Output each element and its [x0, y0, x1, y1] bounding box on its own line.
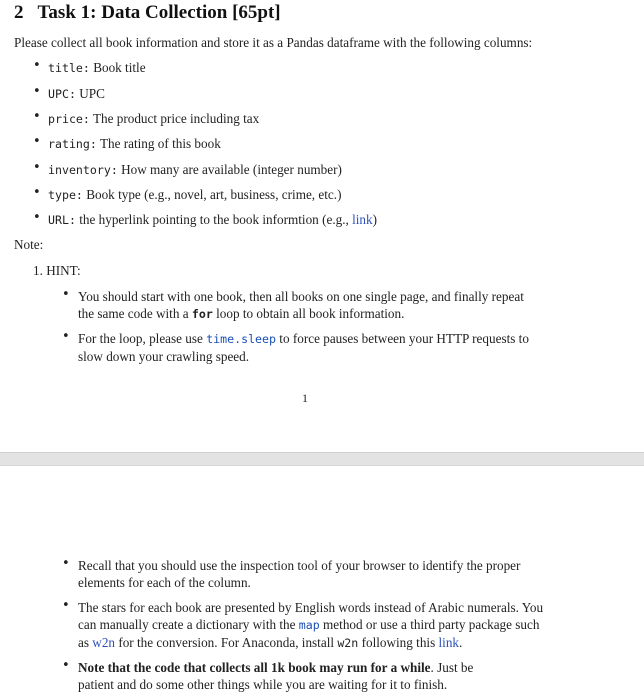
column-name: UPC — [48, 87, 69, 101]
column-desc: The rating of this book — [99, 136, 221, 151]
document-page-2 — [0, 466, 644, 700]
time-sleep-code: time.sleep — [206, 332, 276, 346]
column-desc: the hyperlink pointing to the book informtion (e.g., — [79, 212, 353, 227]
hint-4: The stars for each book are presented by English words instead of Arabic numerals. You can manually create a dictionary with the map method or use a third party package such as w2n for the conversion. For Anaconda, install w2n following this link. — [78, 600, 544, 650]
bullet-dot: • — [62, 287, 70, 302]
bullet-dot: • — [33, 185, 41, 200]
section-heading — [14, 2, 281, 24]
column-item-inventory: inventory: How many are available (integer number) — [48, 162, 342, 177]
page-separator — [0, 452, 644, 466]
column-name: type — [48, 188, 76, 202]
column-item-title: title: Book title — [48, 60, 146, 75]
bullet-dot: • — [62, 329, 70, 344]
bullet-dot: • — [33, 160, 41, 175]
map-code: map — [298, 618, 320, 632]
column-item-type: type: Book type (e.g., novel, art, business, crime, etc.) — [48, 187, 342, 202]
bullet-dot: • — [62, 658, 70, 673]
bullet-dot: • — [62, 556, 70, 571]
bullet-dot: • — [33, 134, 41, 149]
w2n-code: w2n — [337, 636, 359, 650]
column-desc: Book type (e.g., novel, art, business, crime, etc.) — [86, 187, 342, 202]
column-desc: UPC — [79, 86, 105, 101]
book-info-link[interactable]: link — [352, 212, 373, 227]
for-code: for — [191, 307, 213, 321]
bullet-dot: • — [62, 598, 70, 613]
column-desc: The product price including tax — [92, 111, 260, 126]
page-number: 1 — [302, 391, 308, 405]
note-label: Note: — [14, 237, 44, 252]
column-name: title — [48, 61, 83, 75]
column-name: price — [48, 112, 83, 126]
w2n-package-link[interactable]: w2n — [92, 635, 116, 650]
bullet-dot: • — [33, 84, 41, 99]
hint-5: Note that the code that collects all 1k book may run for a while. Just be patient and do some other things while you are waiting for it to finish. — [78, 660, 474, 692]
bullet-dot: • — [33, 210, 41, 225]
column-desc: Book title — [93, 60, 146, 75]
column-name: rating — [48, 137, 90, 151]
column-desc: How many are available (integer number) — [121, 162, 342, 177]
intro-text: Please collect all book information and store it as a Pandas dataframe with the following columns: — [14, 35, 533, 50]
column-name: inventory — [48, 163, 111, 177]
column-item-url: URL: the hyperlink pointing to the book informtion (e.g., link) — [48, 212, 378, 227]
column-item-upc: UPC: UPC — [48, 86, 105, 101]
section-title: Task 1: Data Collection [65pt] — [37, 2, 281, 23]
hint-label: 1. HINT: — [33, 263, 81, 278]
column-item-rating: rating: The rating of this book — [48, 136, 221, 151]
section-number: 2 — [14, 2, 24, 23]
bullet-dot: • — [33, 58, 41, 73]
hint-3: Recall that you should use the inspection tool of your browser to identify the proper elements for each of the column. — [78, 558, 521, 590]
column-name: URL — [48, 213, 69, 227]
bullet-dot: • — [33, 109, 41, 124]
column-item-price: price: The product price including tax — [48, 111, 260, 126]
hint-1: You should start with one book, then all books on one single page, and finally repeat the same code with a for loop to obtain all book information. — [78, 289, 524, 321]
w2n-install-link[interactable]: link — [438, 635, 460, 650]
hint-2: For the loop, please use time.sleep to force pauses between your HTTP requests to slow down your crawling speed. — [78, 331, 529, 364]
